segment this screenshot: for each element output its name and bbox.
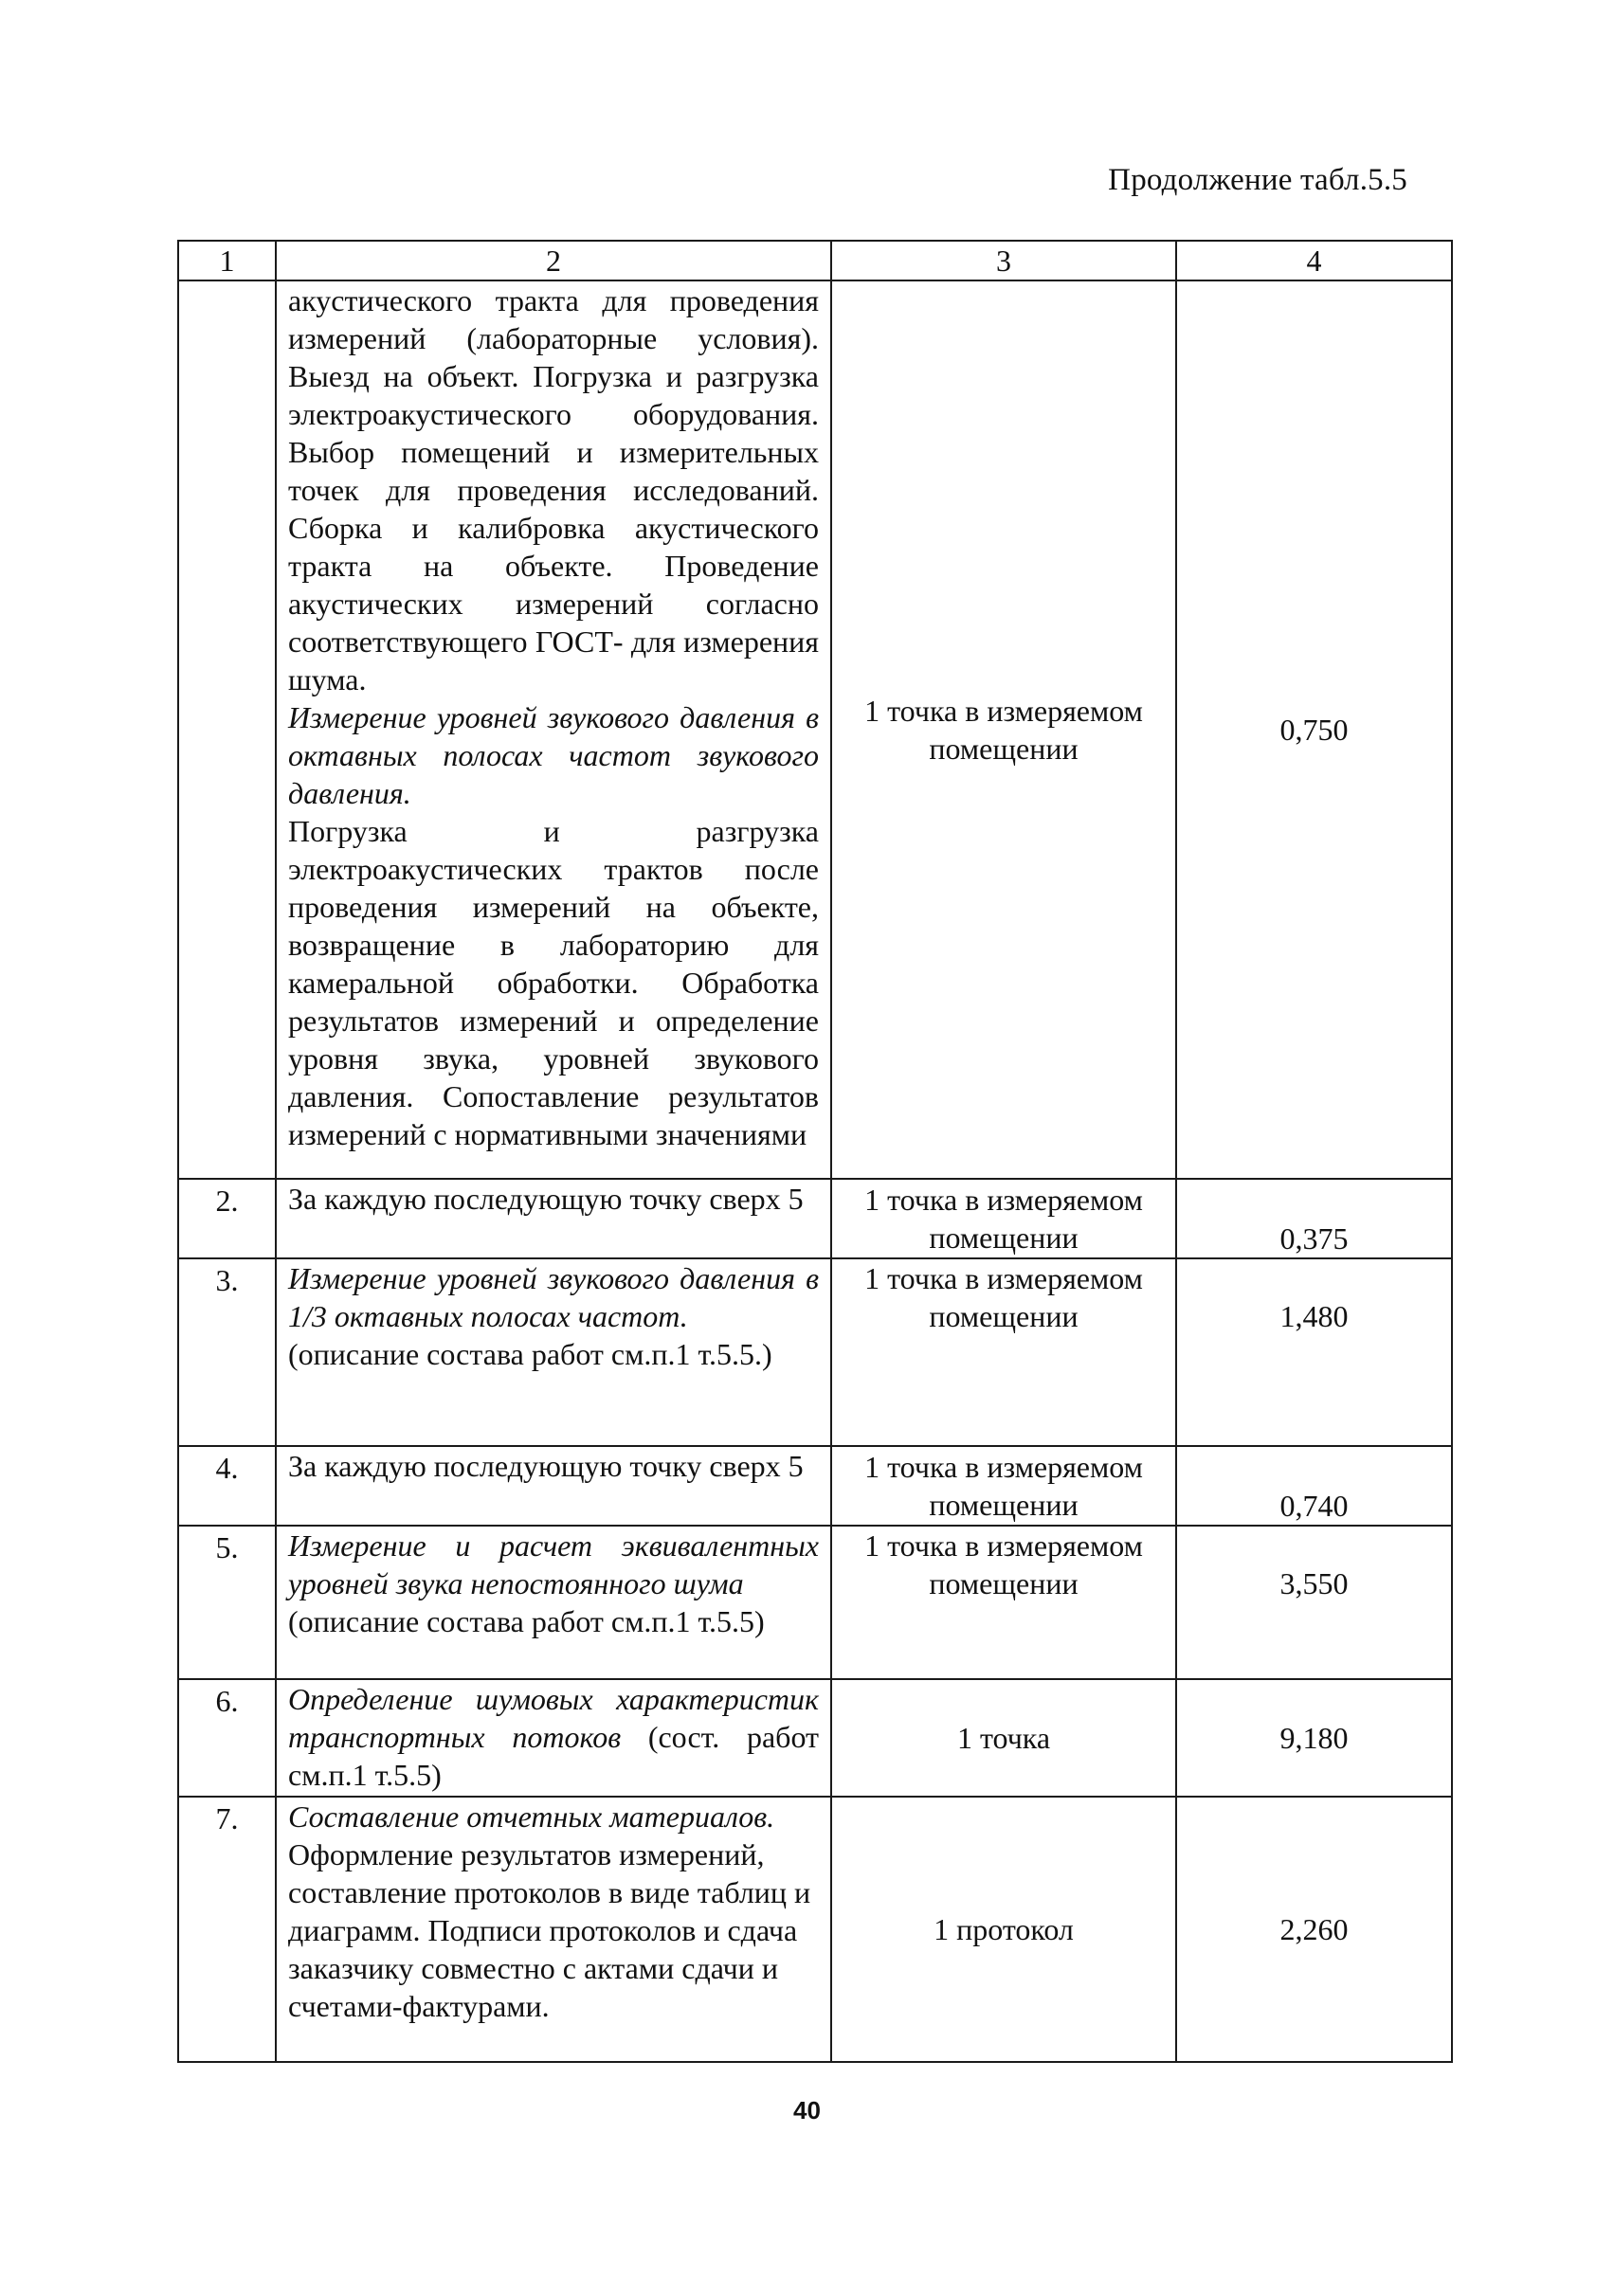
description-text: Погрузка и разгрузка электроакустических трактов после проведения измерений на объекте, возвращение в лабораторию для камеральной обработки. Обработка результатов измерений и определение уровня звука, уровней звукового давления. Сопоставление результатов измерений с нормативными значениями	[288, 814, 819, 1151]
description-text-italic: Измерение уровней звукового давления в октавных полосах частот звукового давления.	[288, 700, 819, 810]
description-text: За каждую последующую точку сверх 5	[288, 1182, 804, 1216]
item-number: 6.	[178, 1679, 276, 1797]
item-number: 7.	[178, 1797, 276, 2062]
measurement-unit: 1 точка в измеряемом помещении	[831, 1179, 1176, 1258]
norm-value: 0,740	[1176, 1446, 1452, 1526]
item-number	[178, 280, 276, 1179]
item-number: 3.	[178, 1258, 276, 1446]
norm-value: 0,375	[1176, 1179, 1452, 1258]
norm-value: 2,260	[1176, 1797, 1452, 2062]
measurement-unit: 1 точка в измеряемом помещении	[831, 280, 1176, 1179]
description-text: (описание состава работ см.п.1 т.5.5.)	[288, 1337, 772, 1371]
table-row	[178, 1526, 1452, 1679]
item-description	[276, 280, 831, 1179]
measurement-unit: 1 точка в измеряемом помещении	[831, 1446, 1176, 1526]
column-header-2: 2	[276, 241, 831, 280]
description-text: (описание состава работ см.п.1 т.5.5)	[288, 1604, 765, 1638]
item-description	[276, 1526, 831, 1679]
table-row	[178, 1258, 1452, 1446]
item-description	[276, 1797, 831, 2062]
table-row	[178, 280, 1452, 1179]
work-items-table	[177, 240, 1453, 2063]
table-row	[178, 1679, 1452, 1797]
item-number: 4.	[178, 1446, 276, 1526]
description-text: Оформление результатов измерений, составление протоколов в виде таблиц и диаграмм. Подписи протоколов и сдача заказчику совместно с актами сдачи и счетами-фактурами.	[288, 1837, 811, 2023]
description-text-italic: Измерение уровней звукового давления в 1/3 октавных полосах частот.	[288, 1261, 819, 1333]
norm-value: 0,750	[1176, 280, 1452, 1179]
description-text-italic: Измерение и расчет эквивалентных уровней звука непостоянного шума	[288, 1528, 819, 1600]
item-description	[276, 1179, 831, 1258]
table-row	[178, 1446, 1452, 1526]
table-continuation-header: Продолжение табл.5.5	[1108, 163, 1407, 197]
column-number-row	[178, 241, 1452, 280]
column-header-3: 3	[831, 241, 1176, 280]
description-text: (сост. работ см.п.1 т.5.5)	[288, 1720, 820, 1792]
table-row	[178, 1797, 1452, 2062]
measurement-unit: 1 точка в измеряемом помещении	[831, 1258, 1176, 1446]
item-number: 5.	[178, 1526, 276, 1679]
item-description	[276, 1258, 831, 1446]
norm-value: 3,550	[1176, 1526, 1452, 1679]
norm-value: 9,180	[1176, 1679, 1452, 1797]
column-header-4: 4	[1176, 241, 1452, 280]
column-header-1: 1	[178, 241, 276, 280]
item-description	[276, 1446, 831, 1526]
item-description	[276, 1679, 831, 1797]
measurement-unit: 1 точка	[831, 1679, 1176, 1797]
norm-value: 1,480	[1176, 1258, 1452, 1446]
measurement-unit: 1 точка в измеряемом помещении	[831, 1526, 1176, 1679]
description-text-italic: Определение шумовых характеристик транспортных потоков	[288, 1682, 819, 1754]
item-number: 2.	[178, 1179, 276, 1258]
description-text: акустического тракта для проведения измерений (лабораторные условия). Выезд на объект. Погрузка и разгрузка электроакустического оборудования. Выбор помещений и измерительных точек для проведения исследований. Сборка и калибровка акустического тракта на объекте. Проведение акустических измерений согласно соответствующего ГОСТ- для измерения шума.	[288, 283, 819, 696]
description-text-italic: Составление отчетных материалов.	[288, 1799, 775, 1834]
measurement-unit: 1 протокол	[831, 1797, 1176, 2062]
description-text: За каждую последующую точку сверх 5	[288, 1449, 804, 1483]
page-number: 40	[793, 2096, 821, 2124]
table-row	[178, 1179, 1452, 1258]
